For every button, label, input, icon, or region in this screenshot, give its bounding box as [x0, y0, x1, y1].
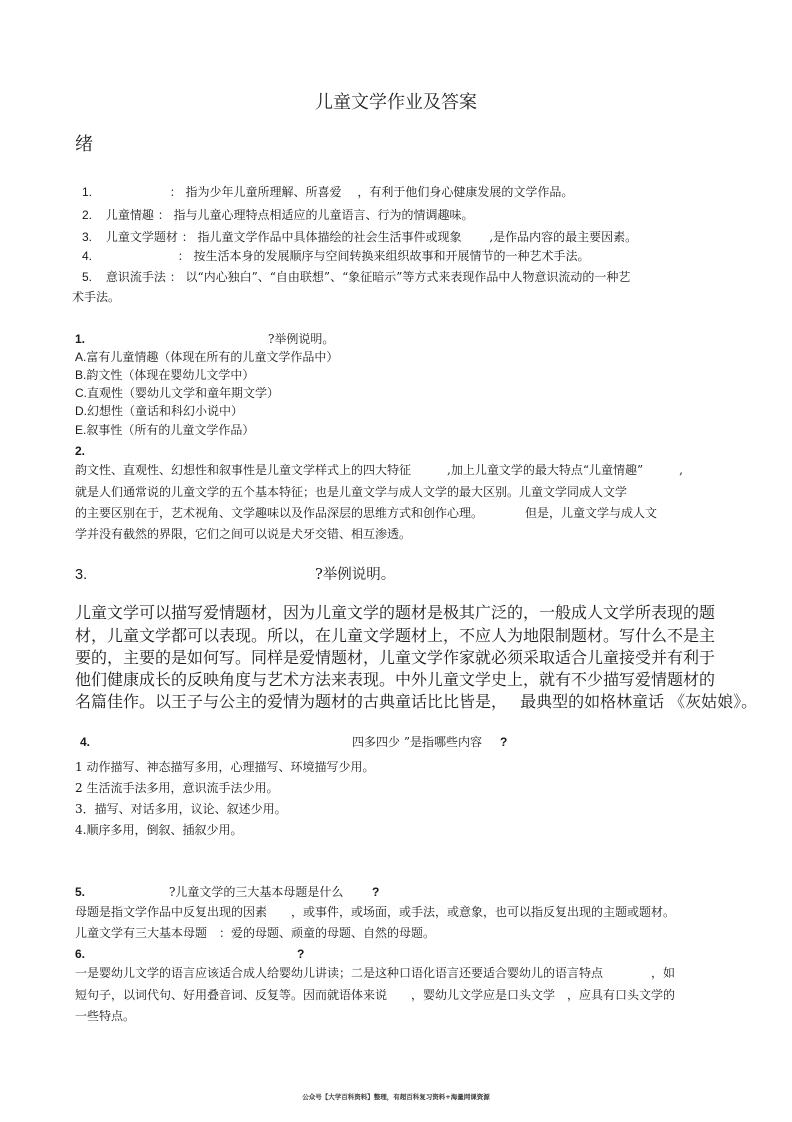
- answer-letter: E.: [75, 423, 87, 437]
- answer-item: [75, 423, 254, 437]
- paragraph-line: 要的，主要的是如何写。同样是爱情题材，儿童文学作家就必须采取适合儿童接受并有利于: [75, 648, 716, 667]
- question-number: 3.: [75, 567, 88, 583]
- definition-text: 指与儿童心理特点相适应的儿童语言、行为的情调趣味。: [173, 208, 474, 222]
- question-mark: ?: [372, 885, 380, 899]
- answer-item: [75, 386, 279, 400]
- item-number: 2.: [82, 208, 93, 222]
- definition-item: [82, 230, 637, 244]
- definition-item: [82, 208, 474, 222]
- colon: ：: [169, 270, 182, 284]
- answer-letter: A.: [75, 350, 87, 364]
- definition-text: 按生活本身的发展顺序与空间转换来组织故事和开展情节的一种艺术手法。: [193, 249, 590, 263]
- section-heading: 绪: [75, 134, 93, 155]
- paragraph-line: 儿童文学有三大基本母题 ：爱的母题、顽童的母题、自然的母题。: [75, 926, 436, 940]
- answer-text: 富有儿童情趣（体现在所有的儿童文学作品中）: [86, 350, 339, 364]
- question-number: 2.: [75, 444, 86, 458]
- definition-text: 指为少年儿童所理解、所喜爱 ，有利于他们身心健康发展的文学作品。: [185, 185, 574, 199]
- question-mark: ?: [297, 947, 305, 961]
- paragraph-line: 儿童文学可以描写爱情题材，因为儿童文学的题材是极其广泛的，一般成人文学所表现的题: [75, 603, 716, 622]
- colon: ：: [169, 185, 182, 199]
- paragraph-line: 韵文性、直观性、幻想性和叙事性是儿童文学样式上的四大特征 ,加上儿童文学的最大特点“儿童情趣” ,: [75, 463, 683, 477]
- question-number: 5.: [75, 885, 86, 899]
- answer-text: 直观性（婴幼儿文学和童年期文学）: [87, 386, 280, 400]
- paragraph-line: 名篇佳作。以王子与公主的爱情为题材的古典童话比比皆是， 最典型的如格林童话 《灰姑娘》。: [75, 692, 758, 711]
- answer-letter: B.: [75, 368, 87, 382]
- term: 意识流手法: [105, 270, 166, 284]
- definition-item: [82, 249, 590, 263]
- question-number: 6.: [75, 947, 86, 961]
- page-footer: 公众号【大学百科资料】整理，有超百科复习资料+海量网课资源: [302, 1093, 490, 1101]
- answer-letter: C.: [75, 386, 87, 400]
- question-text: ?举例说明。: [268, 332, 335, 346]
- question-header: [75, 332, 335, 346]
- answer-item: [75, 404, 243, 418]
- question-header: [80, 735, 520, 749]
- paragraph-line: 短句子，以词代句、好用叠音词、反复等。因而就语体来说 ，婴幼儿文学应是口头文学 ，应具有口头文学的: [75, 988, 676, 1002]
- question-text: ?儿童文学的三大基本母题是什么: [169, 885, 344, 899]
- item-number: 5.: [82, 270, 93, 284]
- question-header: [75, 885, 415, 899]
- paragraph-line: 的主要区别在于，艺术视角、文学趣味以及作品深层的思维方式和创作心理。 但是，儿童文学与成人文: [75, 506, 658, 520]
- answer-item: 3．描写、对话多用，议论、叙述少用。: [75, 802, 287, 816]
- question-text: ?举例说明。: [315, 567, 396, 583]
- item-number: 1.: [82, 185, 93, 199]
- answer-text: 叙事性（所有的儿童文学作品）: [86, 423, 255, 437]
- definition-text: 以“内心独白”、“自由联想”、“象征暗示”等方式来表现作品中人物意识流动的一种艺: [185, 270, 631, 284]
- paragraph-line: 学并没有截然的界限，它们之间可以说是犬牙交错、相互渗透。: [75, 527, 412, 541]
- paragraph-line: 母题是指文学作品中反复出现的因素 ，或事件，或场面，或手法，或意象，也可以指反复出现的主题或题材。: [75, 905, 676, 919]
- answer-text: 幻想性（童话和科幻小说中）: [87, 404, 244, 418]
- question-mark: ?: [500, 735, 508, 749]
- paragraph-line: 材，儿童文学都可以表现。所以，在儿童文学题材上，不应人为地限制题材。写什么不是主: [75, 626, 716, 645]
- paragraph-line: 一是婴幼儿文学的语言应该适合成人给婴幼儿讲读；二是这种口语化语言还要适合婴幼儿的语言特点 ，如: [75, 966, 676, 980]
- colon: ：: [181, 230, 194, 244]
- answer-item: 2 生活流手法多用，意识流手法少用。: [75, 781, 279, 795]
- document-title: 儿童文学作业及答案: [315, 92, 477, 113]
- definition-continuation: 术手法。: [72, 290, 121, 304]
- answer-item: [75, 368, 254, 382]
- answer-letter: D.: [75, 404, 87, 418]
- colon: ：: [177, 249, 190, 263]
- answer-item: [75, 350, 338, 364]
- answer-text: 韵文性（体现在婴幼儿文学中）: [86, 368, 255, 382]
- definition-item: [82, 270, 630, 284]
- item-number: 3.: [82, 230, 93, 244]
- question-number: 4.: [80, 735, 91, 749]
- term: 儿童情趣: [105, 208, 154, 222]
- answer-item: 1 动作描写、神态描写多用，心理描写、环境描写少用。: [75, 760, 375, 774]
- question-header: [75, 566, 396, 584]
- question-number: 1.: [75, 332, 86, 346]
- question-header: [75, 947, 315, 961]
- paragraph-line: 他们健康成长的反映角度与艺术方法来表现。中外儿童文学史上，就有不少描写爱情题材的: [75, 670, 716, 689]
- item-number: 4.: [82, 249, 93, 263]
- answer-item: 4.顺序多用，倒叙、插叙少用。: [75, 823, 243, 837]
- definition-item: [82, 185, 573, 199]
- paragraph-line: 一些特点。: [75, 1009, 136, 1023]
- term: 儿童文学题材: [105, 230, 178, 244]
- paragraph-line: 就是人们通常说的儿童文学的五个基本特征；也是儿童文学与成人文学的最大区别。儿童文学同成人文学: [75, 485, 628, 499]
- colon: ：: [157, 208, 170, 222]
- question-text: 四多四少 ”是指哪些内容: [352, 735, 482, 749]
- definition-text: 指儿童文学作品中具体描绘的社会生活事件或现象 ,是作品内容的最主要因素。: [197, 230, 638, 244]
